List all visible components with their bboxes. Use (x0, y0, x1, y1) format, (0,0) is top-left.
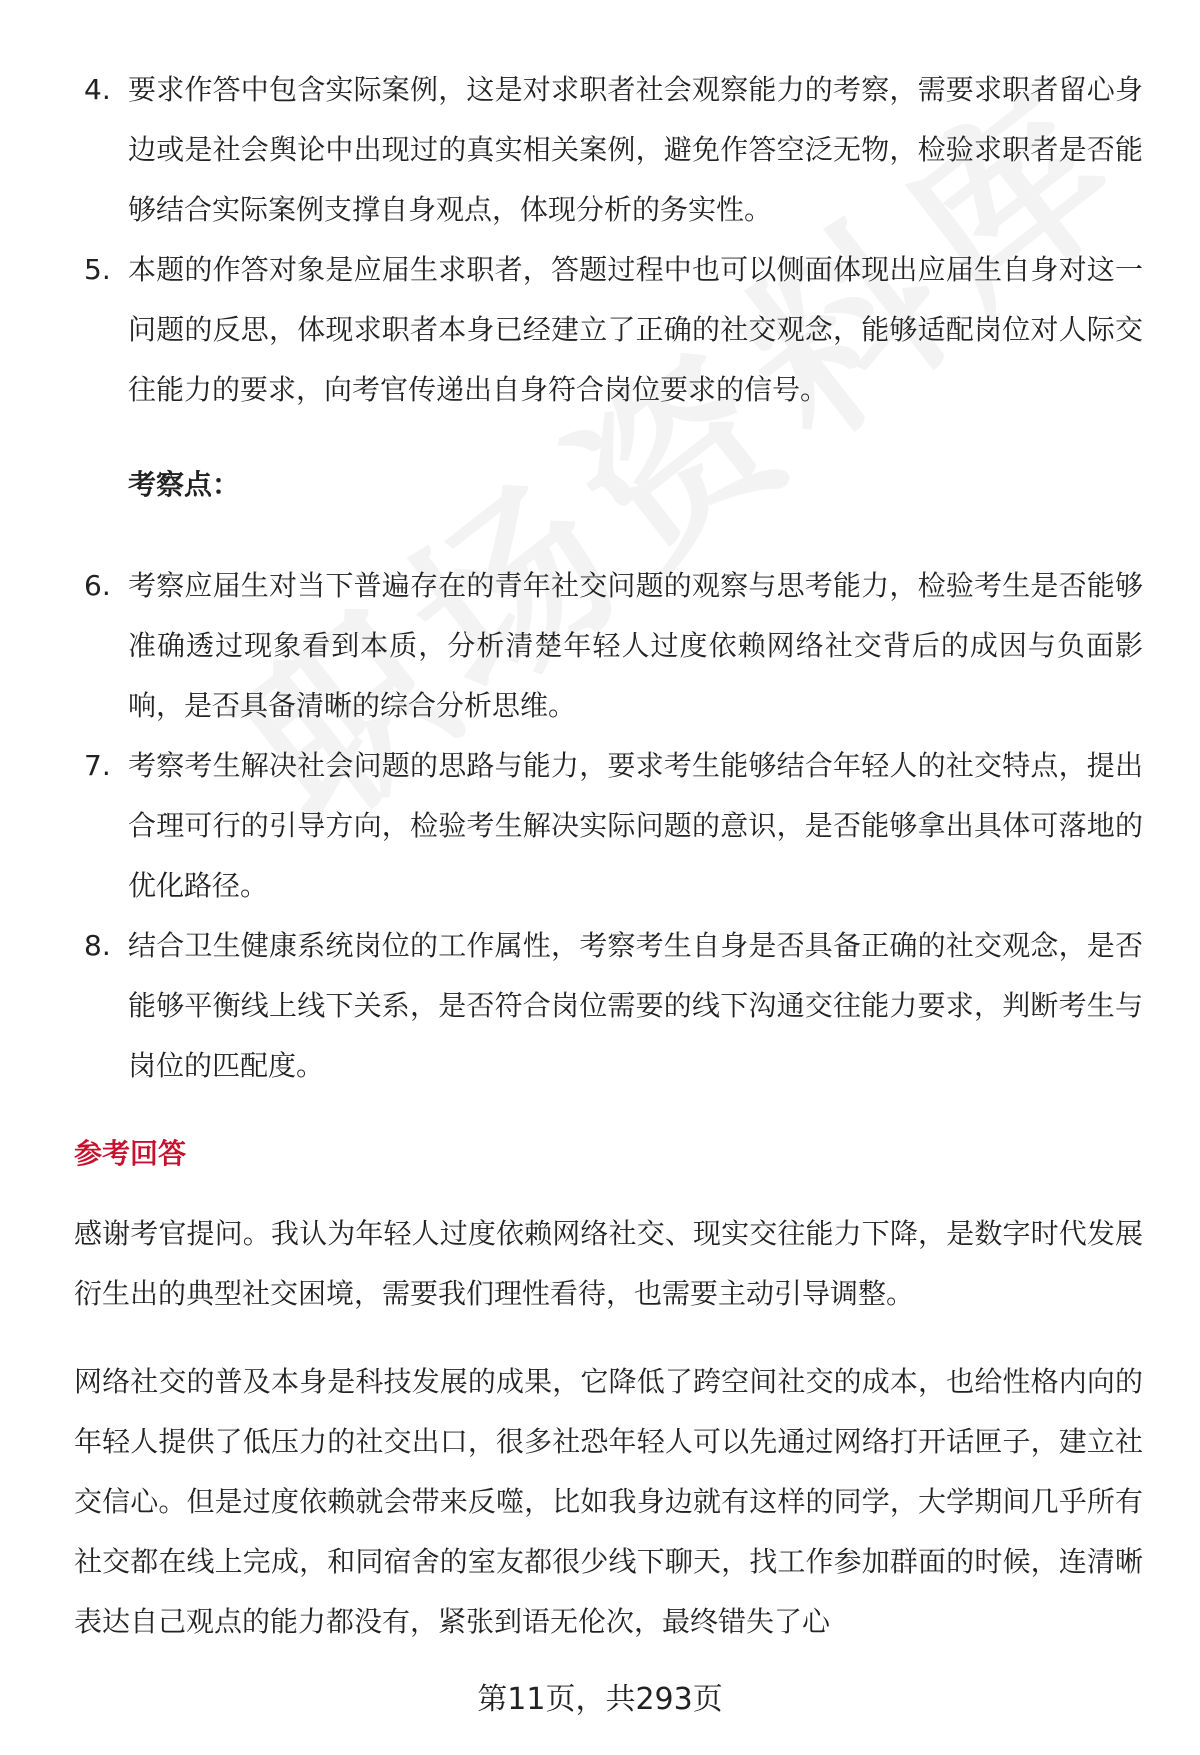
list-item-number: 5. (84, 253, 111, 286)
list-item-4 (0, 60, 1143, 240)
list-section-2 (0, 556, 1143, 1096)
list-item-text: 要求作答中包含实际案例，这是对求职者社会观察能力的考察，需要求职者留心身边或是社会舆论中出现过的真实相关案例，避免作答空泛无物，检验求职者是否能够结合实际案例支撑自身观点，体现分析的务实性。 (128, 73, 1143, 226)
list-item-text: 本题的作答对象是应届生求职者，答题过程中也可以侧面体现出应届生自身对这一问题的反思，体现求职者本身已经建立了正确的社交观念，能够适配岗位对人际交往能力的要求，向考官传递出自身符合岗位要求的信号。 (128, 253, 1143, 406)
list-item-number: 4. (84, 73, 111, 106)
list-section-1 (0, 60, 1143, 420)
answer-paragraph-2: 网络社交的普及本身是科技发展的成果，它降低了跨空间社交的成本，也给性格内向的年轻人提供了低压力的社交出口，很多社恐年轻人可以先通过网络打开话匣子，建立社交信心。但是过度依赖就会带来反噬，比如我身边就有这样的同学，大学期间几乎所有社交都在线上完成，和同宿舍的室友都很少线下聊天，找工作参加群面的时候，连清晰表达自己观点的能力都没有，紧张到语无伦次，最终错失了心 (74, 1365, 1143, 1638)
section-heading-exam-points: 考察点： (128, 468, 241, 501)
list-item-number: 7. (84, 749, 111, 782)
list-item-6 (0, 556, 1143, 736)
list-item-8 (0, 916, 1143, 1096)
list-item-number: 8. (84, 929, 111, 962)
section-heading-reference-answer: 参考回答 (74, 1137, 187, 1170)
page-footer: 第11页，共293页 (477, 1682, 723, 1717)
list-item-7 (0, 736, 1143, 916)
list-item-5 (0, 240, 1143, 420)
list-item-text: 考察应届生对当下普遍存在的青年社交问题的观察与思考能力，检验考生是否能够准确透过现象看到本质，分析清楚年轻人过度依赖网络社交背后的成因与负面影响，是否具备清晰的综合分析思维。 (128, 569, 1143, 722)
list-item-text: 考察考生解决社会问题的思路与能力，要求考生能够结合年轻人的社交特点，提出合理可行的引导方向，检验考生解决实际问题的意识，是否能够拿出具体可落地的优化路径。 (128, 749, 1143, 902)
answer-paragraph-1: 感谢考官提问。我认为年轻人过度依赖网络社交、现实交往能力下降，是数字时代发展衍生出的典型社交困境，需要我们理性看待，也需要主动引导调整。 (74, 1217, 1143, 1310)
list-item-text: 结合卫生健康系统岗位的工作属性，考察考生自身是否具备正确的社交观念，是否能够平衡线上线下关系，是否符合岗位需要的线下沟通交往能力要求，判断考生与岗位的匹配度。 (128, 929, 1143, 1082)
list-item-number: 6. (84, 569, 111, 602)
